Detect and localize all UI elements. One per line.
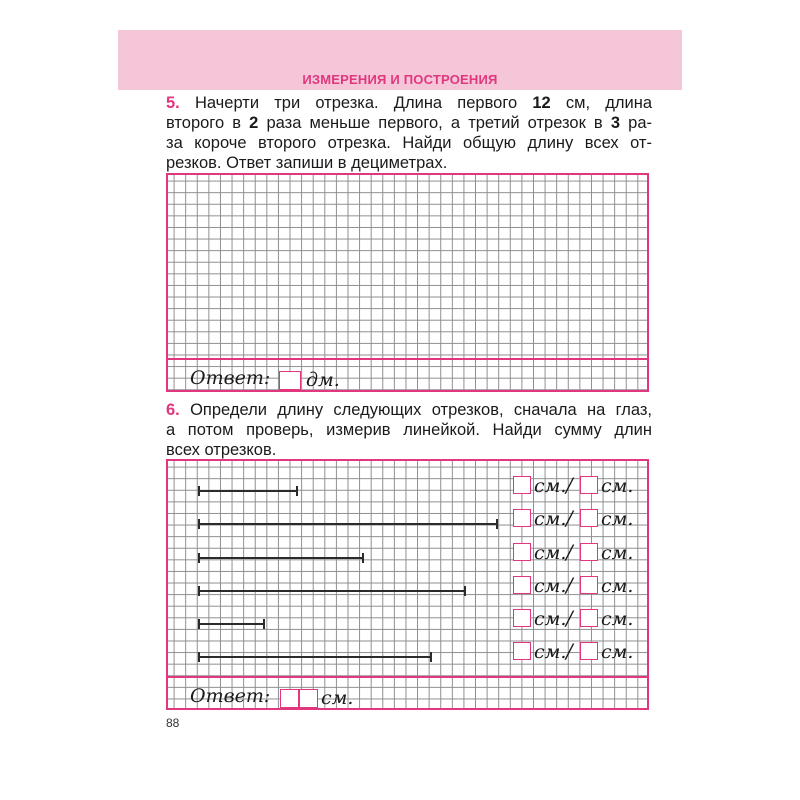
row-4-measured-unit: см. [601,575,634,597]
row-3-measured-unit: см. [601,542,634,564]
segment-6 [198,656,432,658]
row-4-slash: / [566,573,573,597]
task-5-line-1: 5. Начерти три отрезка. Длина первого 12 см, длина [166,94,653,112]
row-4-estimate-unit: см. [534,575,567,597]
task-6-line-3: всех отрезков. [166,441,277,459]
row-3-slash: / [566,540,573,564]
row-2-estimate-unit: см. [534,508,567,530]
task-6-answer-box-1[interactable] [280,689,299,708]
row-3-estimate-unit: см. [534,542,567,564]
task-5-answer-divider [166,358,649,360]
task-6-answer-unit: см. [321,687,354,709]
task-5-answer-unit: дм. [306,369,340,391]
task-6-answer-divider [166,676,649,678]
segment-1 [198,490,298,492]
row-2-slash: / [566,506,573,530]
task-6-grid[interactable] [166,459,649,710]
row-6-estimate-box[interactable] [513,642,531,660]
row-2-measured-box[interactable] [580,509,598,527]
row-3-measured-box[interactable] [580,543,598,561]
row-6-measured-box[interactable] [580,642,598,660]
task-6-text [166,400,652,460]
task-6-line-2: а потом проверь, измерив линейкой. Найди сумму длин [166,421,652,439]
row-4-estimate-box[interactable] [513,576,531,594]
task-5-answer-label: Ответ: [190,367,271,389]
segment-3 [198,557,364,559]
row-6-measured-unit: см. [601,641,634,663]
row-1-measured-box[interactable] [580,476,598,494]
row-5-measured-box[interactable] [580,609,598,627]
row-4-measured-box[interactable] [580,576,598,594]
task-6-line-1: 6. Определи длину следующих отрезков, сначала на глаз, [166,401,652,419]
row-1-estimate-box[interactable] [513,476,531,494]
task-6-answer-label: Ответ: [190,685,271,707]
row-1-measured-unit: см. [601,475,634,497]
row-1-estimate-unit: см. [534,475,567,497]
task-5-line-3: за короче второго отрезка. Найди общую длину всех от- [166,134,652,152]
task-5-line-4: резков. Ответ запиши в дециметрах. [166,154,448,172]
row-3-estimate-box[interactable] [513,543,531,561]
segment-5 [198,623,265,625]
row-1-slash: / [566,473,573,497]
row-6-slash: / [566,639,573,663]
row-5-estimate-unit: см. [534,608,567,630]
segment-2 [198,523,498,525]
row-5-slash: / [566,606,573,630]
task-5-answer-box[interactable] [279,371,301,390]
row-5-estimate-box[interactable] [513,609,531,627]
row-5-measured-unit: см. [601,608,634,630]
row-6-estimate-unit: см. [534,641,567,663]
task-5-number: 5. [166,94,180,112]
row-2-measured-unit: см. [601,508,634,530]
segment-4 [198,590,466,592]
task-6-number: 6. [166,401,180,419]
section-title: ИЗМЕРЕНИЯ И ПОСТРОЕНИЯ [302,72,498,87]
task-5-text [166,93,652,173]
task-6-answer-box-2[interactable] [299,689,318,708]
task-5-line-2: второго в 2 раза меньше первого, а третий отрезок в 3 ра- [166,114,653,132]
page-number: 88 [166,716,180,730]
row-2-estimate-box[interactable] [513,509,531,527]
